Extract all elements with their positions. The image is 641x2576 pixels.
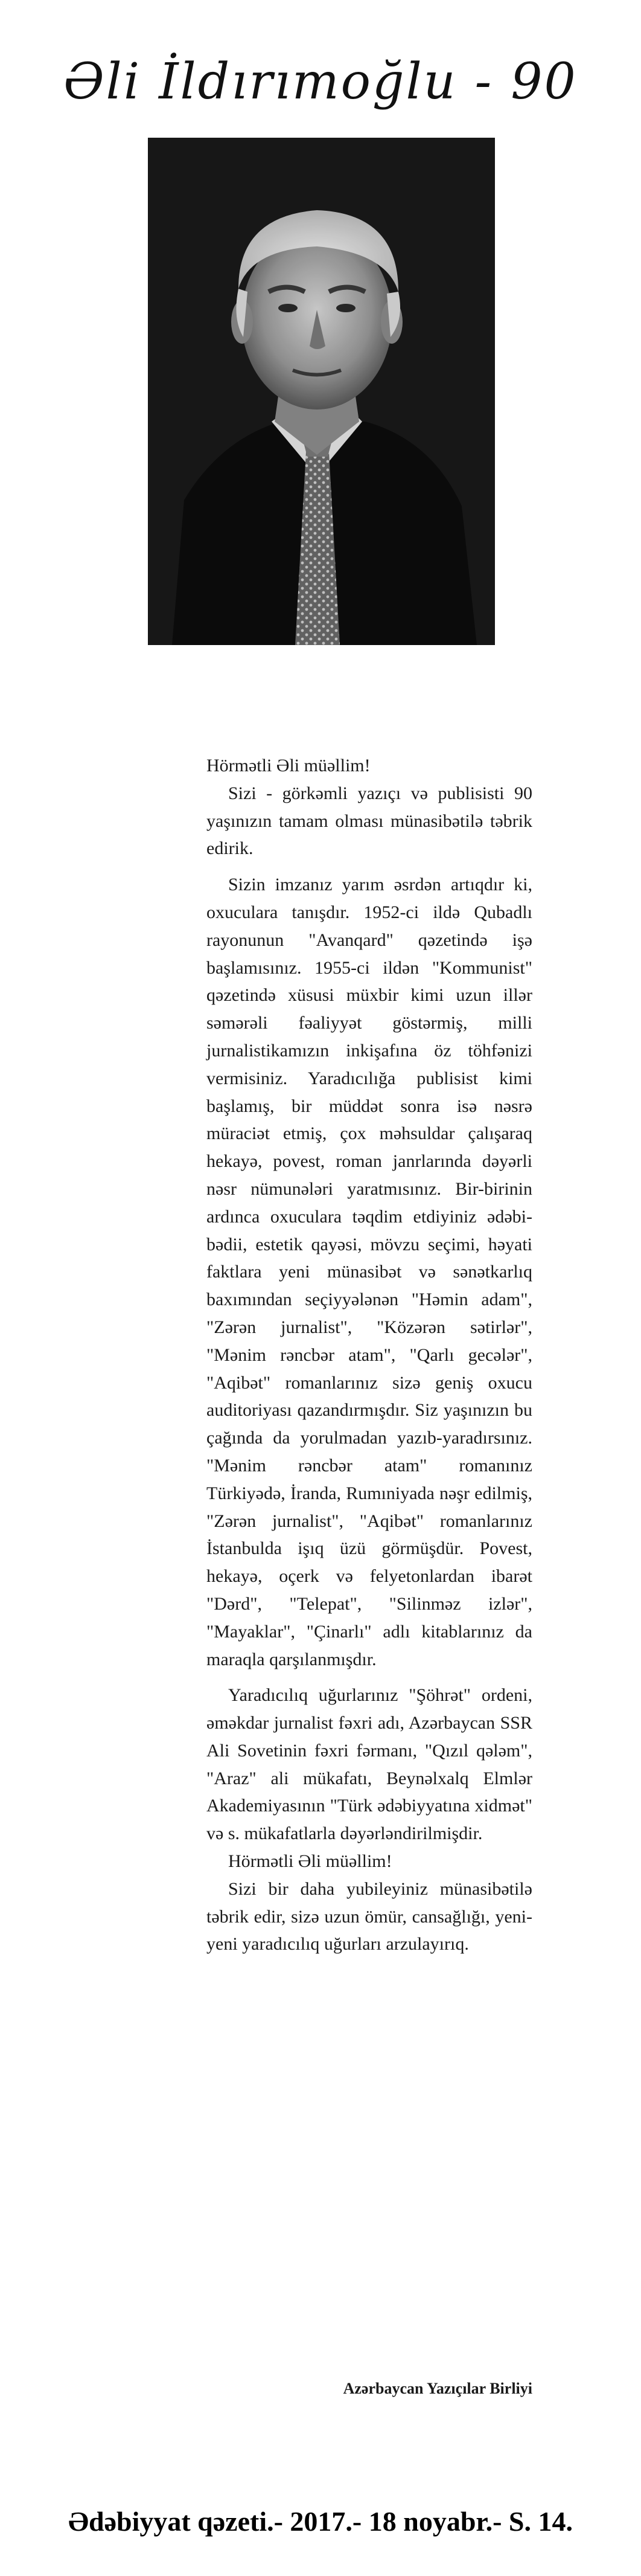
citation: Ədəbiyyat qəzeti.- 2017.- 18 noyabr.- S. 14. — [68, 2506, 573, 2537]
article-paragraph: Sizi - görkəmli yazıçı və publisisti 90 yaşınızın tamam olması münasibətilə təbrik edirik. — [206, 783, 532, 859]
article-paragraph: Sizi bir daha yubileyiniz münasibətilə təbrik edir, sizə uzun ömür, cansağlığı, yeni-yeni yaradıcılıq uğurları arzulayırıq. — [206, 1878, 532, 1954]
article-paragraph: Hörmətli Əli müəllim! — [206, 756, 371, 776]
article-paragraph: Sizin imzanız yarım əsrdən artıqdır ki, oxuculara tanışdır. 1952-ci ildə Qubadlı rayonunun "Avanqard" qəzetində işə başlamısınız. 1955-ci ildən "Kommunist" qəzetində xüsusi müxbir kimi uzun illər səmərəli fəaliyyət göstərmiş, milli jurnalistikamızın inkişafına öz töhfənizi vermisiniz. Yaradıcılığa publisist kimi başlamış, bir müddət sonra isə nəsrə müraciət etmiş, çox məhsuldar çalışaraq hekayə, povest, roman janrlarında dəyərli nəsr nümunələri yaratmısınız. Bir-birinin ardınca oxuculara təqdim etdiyiniz ədəbi-bədii, estetik qayəsi, mövzu seçimi, həyati faktlara yeni münasibət və sənətkarlıq baxımından seçiyyələnən "Həmin adam", "Zərən jurnalist", "Közərən sətirlər", "Mənim rəncbər atam", "Qarlı gecələr", "Aqibət" romanlarınız sizə geniş oxucu auditoriyası qazandırmışdır. Siz yaşınızın bu çağında da yorulmadan yazıb-yaradırsınız. "Mənim rəncbər atam" romanınız Türkiyədə, İranda, Rumıniyada nəşr edilmiş, "Zərən jurnalist", "Aqibət" romanlarınız İstanbulda işıq üzü görmüşdür. Povest, hekayə, oçerk və felyetonlardan ibarət "Dərd", "Telepat", "Silinməz izlər", "Mayaklar", "Çinarlı" adlı kitablarınız da maraqla qarşılanmışdır. — [206, 875, 532, 1669]
article-paragraph: Yaradıcılıq uğurlarınız "Şöhrət" ordeni, əməkdar jurnalist fəxri adı, Azərbaycan SSR Ali Sovetinin fəxri fərmanı, "Qızıl qələm", "Araz" ali mükafatı, Beynəlxalq Elmlər Akademiyasının "Türk ədəbiyyatına xidmət" və s. mükafatlarla dəyərləndirilmişdir. — [206, 1685, 532, 1844]
article-paragraph: Hörmətli Əli müəllim! — [228, 1851, 392, 1872]
article-body — [206, 752, 532, 1958]
portrait-photo — [148, 138, 495, 645]
signature: Azərbaycan Yazıçılar Birliyi — [343, 2380, 532, 2397]
page-title: Əli İldırımoğlu - 90 — [63, 53, 578, 111]
